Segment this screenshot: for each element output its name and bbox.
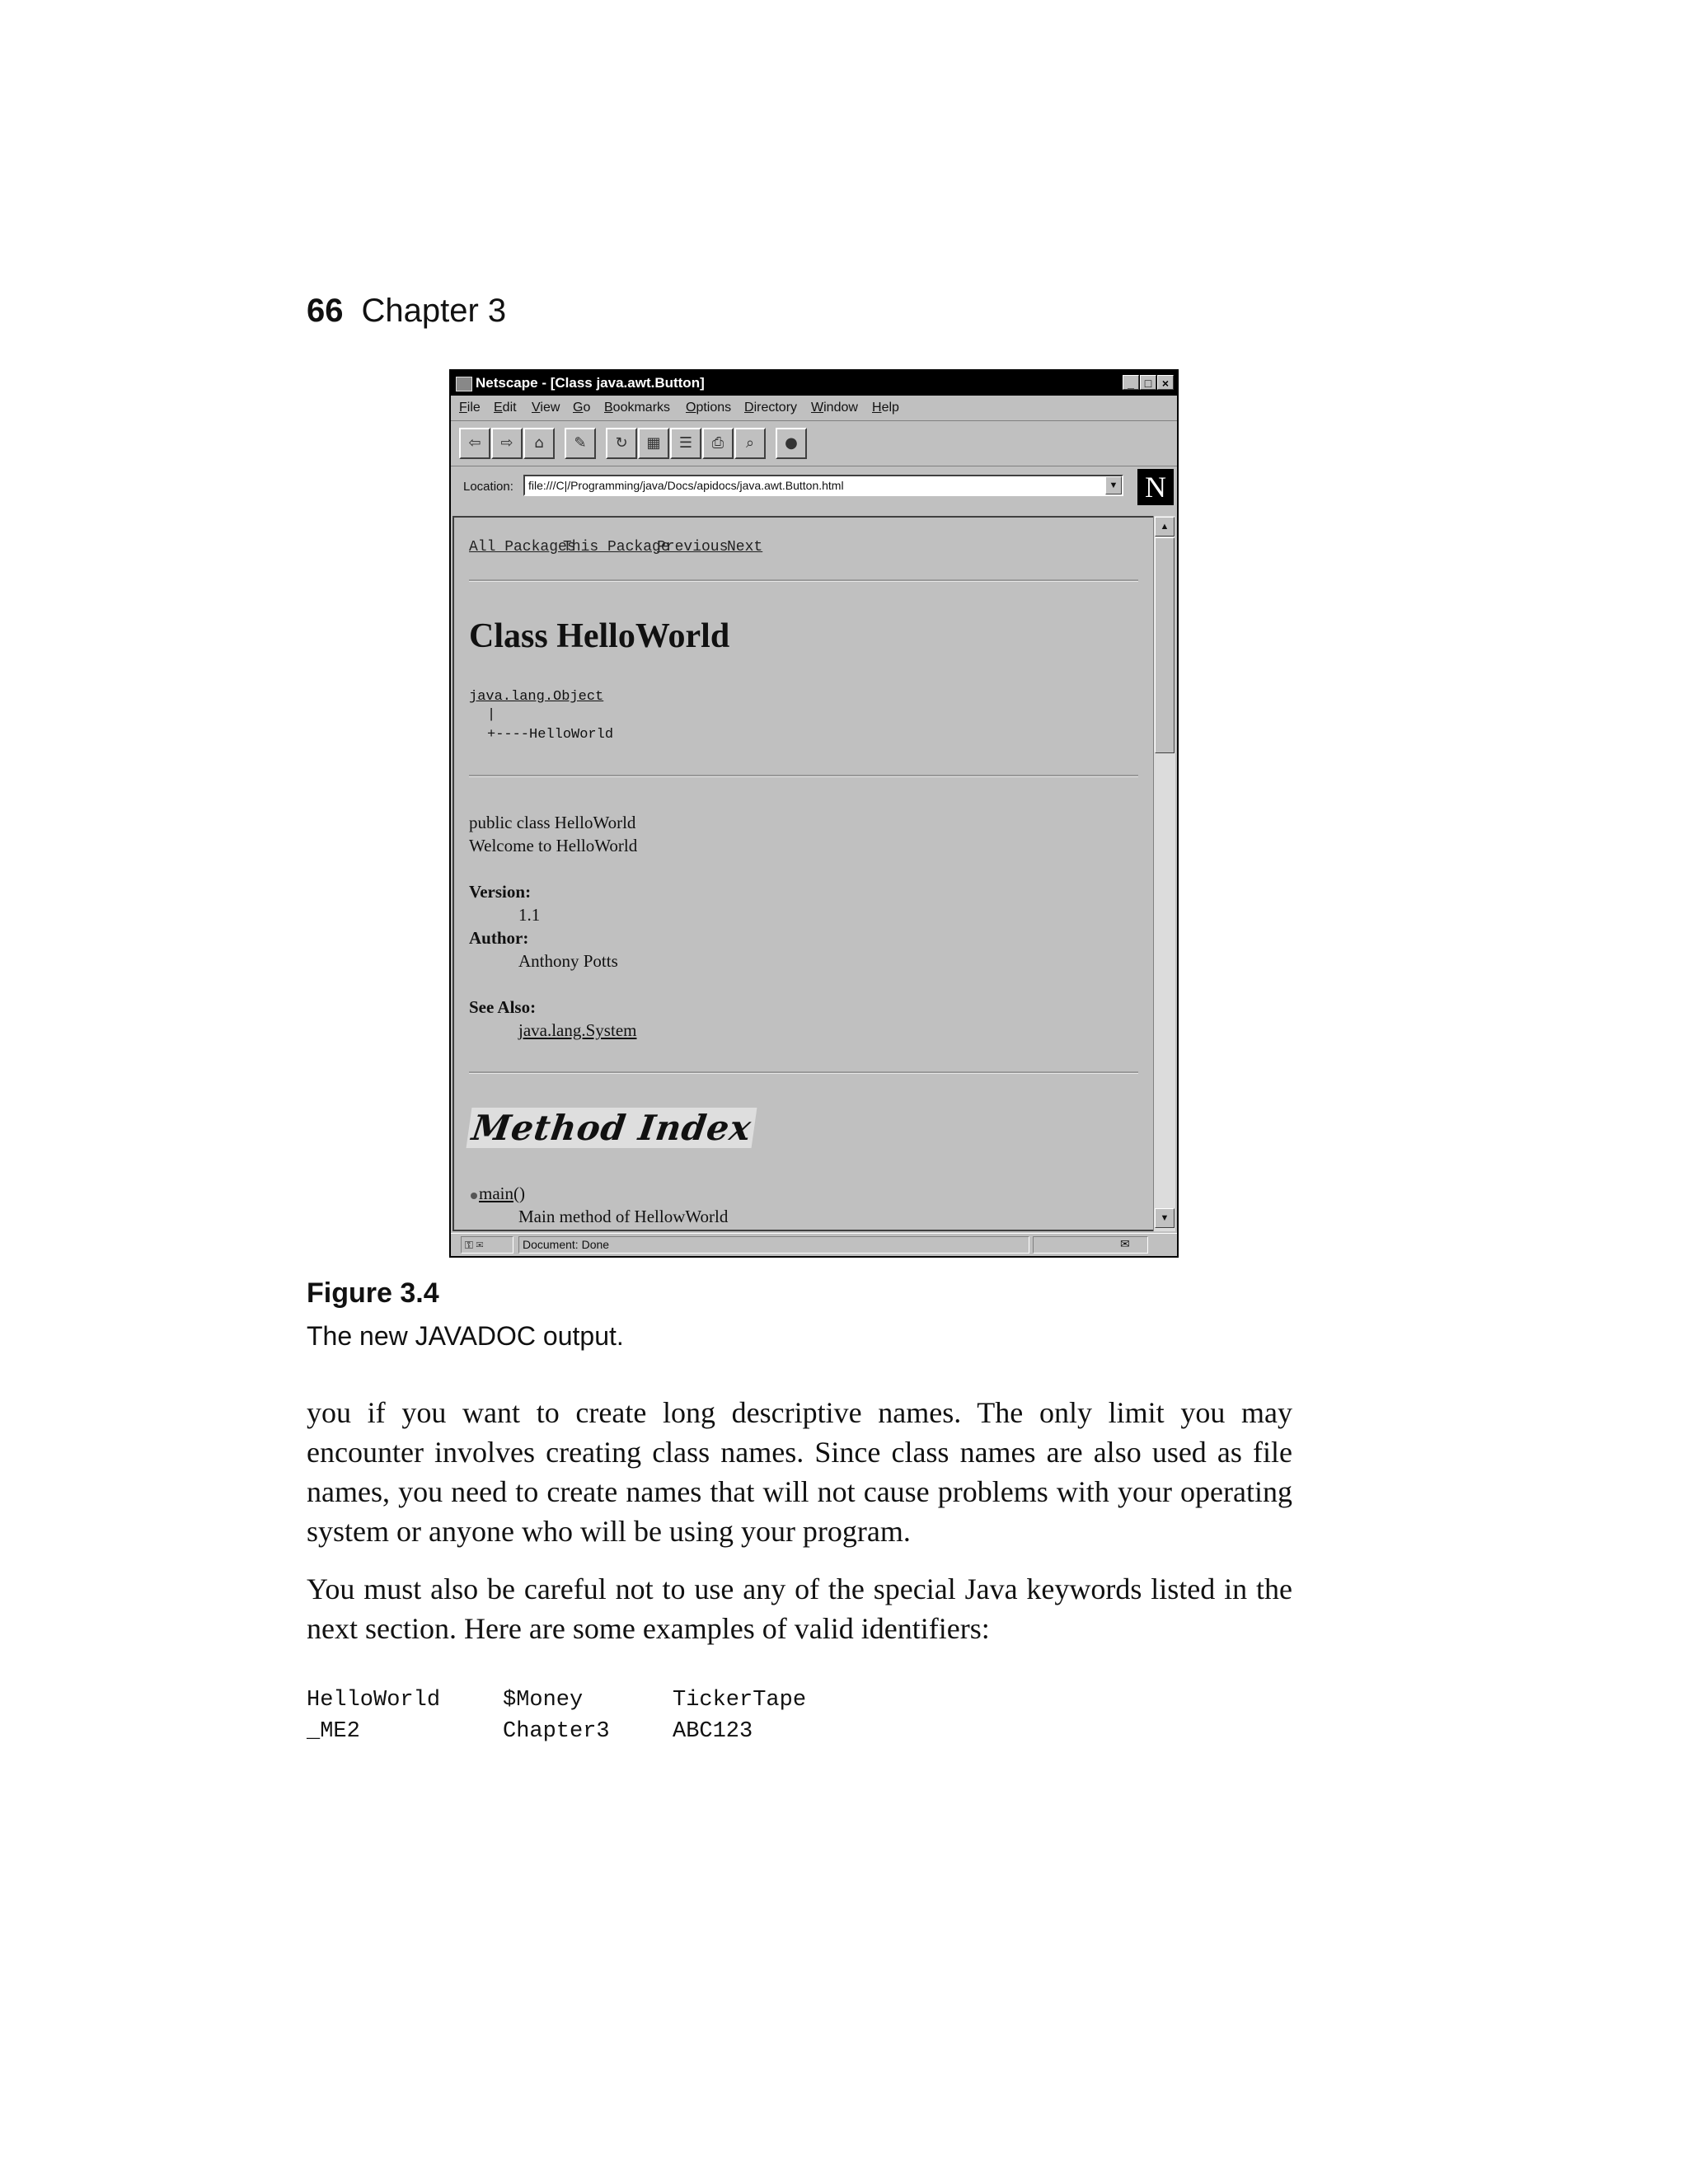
divider	[469, 579, 1138, 582]
browser-window	[449, 369, 1179, 1258]
netscape-app-icon	[456, 377, 472, 391]
mail-icon[interactable]: ✉	[1120, 1237, 1130, 1250]
location-label: Location:	[463, 480, 513, 494]
vertical-scrollbar[interactable]	[1153, 516, 1175, 1231]
menu-window[interactable]: Window	[811, 401, 858, 415]
menu-options[interactable]: Options	[686, 401, 732, 415]
page-content	[452, 516, 1153, 1231]
figure-caption: The new JAVADOC output.	[307, 1321, 624, 1351]
home-icon[interactable]: ⌂	[523, 428, 555, 459]
author-label: Author:	[469, 928, 529, 948]
window-title: Netscape - [Class java.awt.Button]	[476, 375, 705, 391]
figure-label: Figure 3.4	[307, 1277, 439, 1309]
title-bar	[451, 371, 1177, 396]
edit-icon[interactable]: ✎	[565, 428, 596, 459]
version-value: 1.1	[518, 905, 541, 925]
menu-help[interactable]: Help	[872, 401, 899, 415]
code-identifier: HelloWorld	[307, 1688, 441, 1713]
class-title: Class HelloWorld	[469, 617, 730, 655]
close-button[interactable]: ×	[1157, 375, 1174, 390]
class-description: Welcome to HelloWorld	[469, 836, 638, 855]
status-bar	[451, 1233, 1177, 1257]
location-input[interactable]: file:///C|/Programming/java/Docs/apidocs/java.awt.Button.html	[523, 475, 1123, 496]
divider	[469, 775, 1138, 777]
method-parens: ()	[513, 1183, 525, 1203]
menu-edit[interactable]: Edit	[494, 401, 517, 415]
divider	[469, 1071, 1138, 1074]
menu-view[interactable]: View	[532, 401, 560, 415]
toolbar	[451, 421, 1177, 466]
method-entry	[479, 1183, 525, 1204]
code-identifier: ABC123	[673, 1719, 753, 1744]
stop-icon[interactable]: ●	[776, 428, 807, 459]
maximize-button[interactable]: □	[1140, 375, 1156, 390]
menu-file[interactable]: File	[459, 401, 481, 415]
nav-this-package[interactable]: This Package	[563, 539, 670, 555]
scroll-up-icon[interactable]: ▲	[1155, 517, 1175, 537]
page-header	[307, 293, 506, 330]
code-identifier: $Money	[503, 1688, 584, 1713]
menu-directory[interactable]: Directory	[744, 401, 798, 415]
reload-icon[interactable]: ↻	[606, 428, 637, 459]
open-icon[interactable]: ☰	[670, 428, 701, 459]
class-declaration: public class HelloWorld	[469, 813, 636, 832]
nav-previous[interactable]: Previous	[657, 539, 729, 555]
status-text: Document: Done	[518, 1236, 1029, 1254]
menu-bookmarks[interactable]: Bookmarks	[604, 401, 671, 415]
forward-icon[interactable]: ⇨	[491, 428, 523, 459]
print-icon[interactable]: ⎙	[702, 428, 734, 459]
code-identifier: TickerTape	[673, 1688, 807, 1713]
method-link[interactable]: main	[479, 1183, 513, 1203]
bullet-icon	[471, 1193, 477, 1199]
see-also-label: See Also:	[469, 997, 537, 1017]
code-identifier: Chapter3	[503, 1719, 610, 1744]
location-bar	[451, 466, 1177, 508]
method-description: Main method of HellowWorld	[518, 1207, 729, 1226]
netscape-logo: N	[1137, 469, 1174, 505]
hierarchy-parent-link[interactable]: java.lang.Object	[469, 689, 604, 705]
images-icon[interactable]: ▦	[638, 428, 669, 459]
back-icon[interactable]: ⇦	[459, 428, 490, 459]
chevron-down-icon[interactable]: ▼	[1105, 476, 1122, 494]
nav-all-packages[interactable]: All Packages	[469, 539, 576, 555]
nav-next[interactable]: Next	[727, 539, 763, 555]
minimize-button[interactable]: _	[1123, 375, 1139, 390]
page-number: 66	[307, 293, 344, 329]
hierarchy-pipe: |	[487, 707, 496, 723]
author-value: Anthony Potts	[518, 951, 618, 971]
hierarchy-child: +----HelloWorld	[487, 727, 614, 743]
method-index-heading: Method Index	[467, 1108, 757, 1148]
body-paragraph-1: you if you want to create long descriptive names. The only limit you may encounter involves creating class names. Since class names are also used as file names, you need to create names that will not cause problems with your operating system or anyone who will be using your program.	[307, 1396, 1292, 1548]
code-identifier: _ME2	[307, 1719, 360, 1744]
security-key-icon: ⚿ ✉	[461, 1236, 513, 1254]
see-also-link[interactable]: java.lang.System	[518, 1020, 637, 1040]
chapter-title: Chapter 3	[361, 293, 507, 329]
menu-bar	[451, 396, 1177, 421]
scroll-down-icon[interactable]: ▼	[1155, 1208, 1175, 1228]
menu-go[interactable]: Go	[573, 401, 591, 415]
version-label: Version:	[469, 882, 532, 902]
body-paragraph-2: You must also be careful not to use any of the special Java keywords listed in the next section. Here are some examples of valid identifiers:	[307, 1572, 1292, 1645]
scroll-thumb[interactable]	[1155, 537, 1175, 753]
find-icon[interactable]: ⌕	[734, 428, 766, 459]
